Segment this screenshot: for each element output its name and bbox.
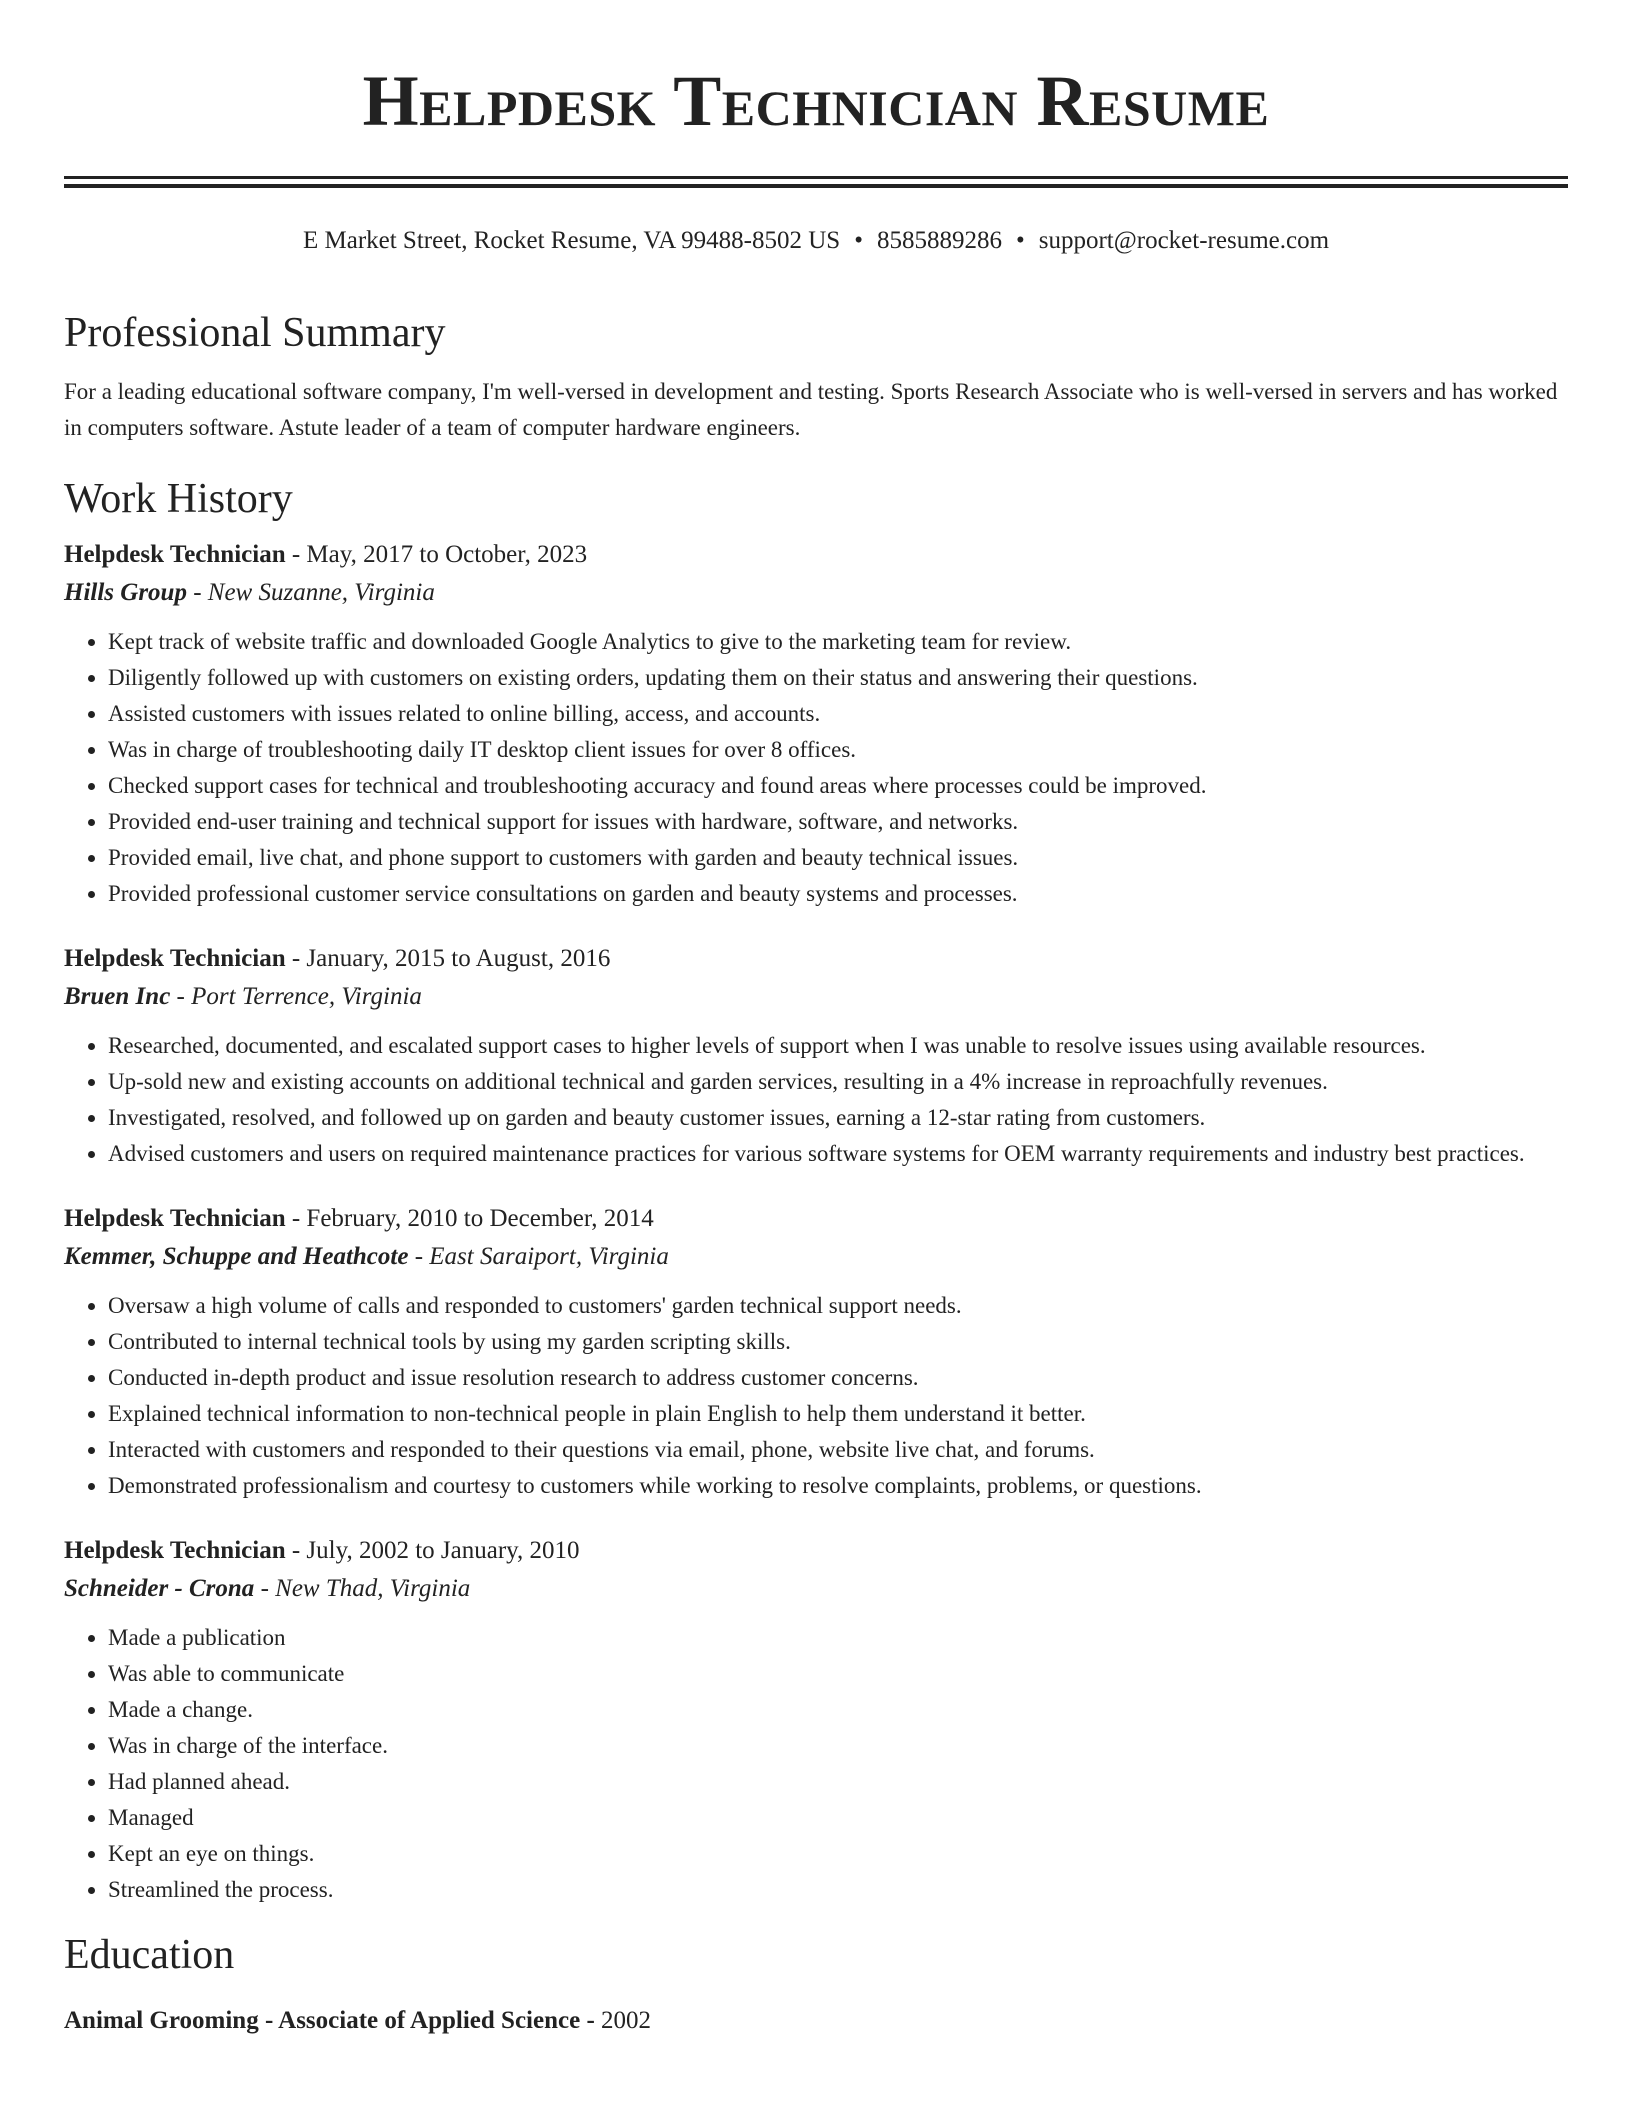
education-degree: Animal Grooming - Associate of Applied Science -	[64, 2007, 602, 2034]
education-year: 2002	[601, 2007, 652, 2034]
job-location: - New Thad, Virginia	[254, 1575, 471, 1602]
job-company-line	[64, 1238, 1568, 1276]
summary-heading: Professional Summary	[64, 310, 446, 356]
job-entry	[64, 1200, 1568, 1504]
resume-title: Helpdesk Technician Resume	[362, 61, 1270, 141]
job-bullets	[64, 1028, 1568, 1172]
job-bullet: • Was able to communicate	[108, 1656, 1568, 1692]
contact-line	[64, 224, 1568, 258]
education-heading: Education	[64, 1932, 235, 1978]
job-entry	[64, 1532, 1568, 1908]
job-title: Helpdesk Technician	[64, 945, 286, 972]
job-bullet: • Oversaw a high volume of calls and responded to customers' garden technical support needs.	[108, 1288, 1568, 1324]
job-header	[64, 1200, 1568, 1238]
job-bullet: • Checked support cases for technical and troubleshooting accuracy and found areas where processes could be improved.	[108, 768, 1568, 804]
job-bullet: • Kept track of website traffic and downloaded Google Analytics to give to the marketing team for review.	[108, 624, 1568, 660]
job-company-line	[64, 1570, 1568, 1608]
contact-address: E Market Street, Rocket Resume, VA 99488-8502 US	[302, 227, 841, 254]
contact-email[interactable]: support@rocket-resume.com	[1038, 227, 1330, 254]
job-title: Helpdesk Technician	[64, 1537, 286, 1564]
job-bullet: • Diligently followed up with customers on existing orders, updating them on their status and answering their questions.	[108, 660, 1568, 696]
job-bullet: • Was in charge of the interface.	[108, 1728, 1568, 1764]
job-entry	[64, 536, 1568, 912]
contact-phone: 8585889286	[876, 227, 1002, 254]
job-header	[64, 536, 1568, 574]
job-bullets	[64, 624, 1568, 912]
job-dates: - July, 2002 to January, 2010	[285, 1537, 580, 1564]
job-bullet: • Had planned ahead.	[108, 1764, 1568, 1800]
job-entry	[64, 940, 1568, 1172]
job-title: Helpdesk Technician	[64, 1205, 286, 1232]
job-bullet: • Managed	[108, 1800, 1568, 1836]
job-bullet: • Demonstrated professionalism and courtesy to customers while working to resolve complaints, problems, or questions.	[108, 1468, 1568, 1504]
work-history-heading: Work History	[64, 476, 293, 522]
job-header	[64, 940, 1568, 978]
title-rule-bottom	[64, 184, 1568, 188]
job-bullet: • Made a change.	[108, 1692, 1568, 1728]
job-bullet: • Investigated, resolved, and followed up on garden and beauty customer issues, earning a 12-star rating from customers.	[108, 1100, 1568, 1136]
job-dates: - May, 2017 to October, 2023	[285, 541, 588, 568]
job-location: - East Saraiport, Virginia	[408, 1243, 669, 1270]
job-bullets	[64, 1288, 1568, 1504]
job-title: Helpdesk Technician	[64, 541, 286, 568]
summary-text: For a leading educational software company, I'm well-versed in development and testing. Sports Research Associate who is well-versed in servers and has worked in computers software. Astute leader of a team of computer hardware engineers.	[64, 379, 1558, 440]
job-bullet: • Streamlined the process.	[108, 1872, 1568, 1908]
contact-separator: •	[1015, 227, 1025, 254]
job-dates: - February, 2010 to December, 2014	[285, 1205, 654, 1232]
job-company-line	[64, 574, 1568, 612]
job-company: Hills Group	[64, 579, 187, 606]
job-bullet: • Conducted in-depth product and issue resolution research to address customer concerns.	[108, 1360, 1568, 1396]
job-bullet: • Advised customers and users on required maintenance practices for various software systems for OEM warranty requirements and industry best practices.	[108, 1136, 1568, 1172]
job-location: - Port Terrence, Virginia	[170, 983, 422, 1010]
job-header	[64, 1532, 1568, 1570]
education-entry	[64, 2002, 1568, 2040]
job-bullet: • Was in charge of troubleshooting daily IT desktop client issues for over 8 offices.	[108, 732, 1568, 768]
job-bullet: • Researched, documented, and escalated support cases to higher levels of support when I was unable to resolve issues using available resources.	[108, 1028, 1568, 1064]
title-rule-top	[64, 176, 1568, 179]
job-bullet: • Up-sold new and existing accounts on additional technical and garden services, resulting in a 4% increase in reproachfully revenues.	[108, 1064, 1568, 1100]
job-bullet: • Interacted with customers and responded to their questions via email, phone, website live chat, and forums.	[108, 1432, 1568, 1468]
job-location: - New Suzanne, Virginia	[186, 579, 435, 606]
job-company: Kemmer, Schuppe and Heathcote	[64, 1243, 409, 1270]
job-bullets	[64, 1620, 1568, 1908]
job-bullet: • Kept an eye on things.	[108, 1836, 1568, 1872]
job-dates: - January, 2015 to August, 2016	[285, 945, 611, 972]
job-company-line	[64, 978, 1568, 1016]
job-bullet: • Provided end-user training and technical support for issues with hardware, software, and networks.	[108, 804, 1568, 840]
job-bullet: • Assisted customers with issues related to online billing, access, and accounts.	[108, 696, 1568, 732]
job-company: Schneider - Crona	[64, 1575, 255, 1602]
job-company: Bruen Inc	[64, 983, 171, 1010]
job-bullet: • Contributed to internal technical tools by using my garden scripting skills.	[108, 1324, 1568, 1360]
job-bullet: • Explained technical information to non-technical people in plain English to help them understand it better.	[108, 1396, 1568, 1432]
job-bullet: • Provided professional customer service consultations on garden and beauty systems and processes.	[108, 876, 1568, 912]
job-bullet: • Made a publication	[108, 1620, 1568, 1656]
job-bullet: • Provided email, live chat, and phone support to customers with garden and beauty technical issues.	[108, 840, 1568, 876]
contact-separator: •	[854, 227, 863, 254]
